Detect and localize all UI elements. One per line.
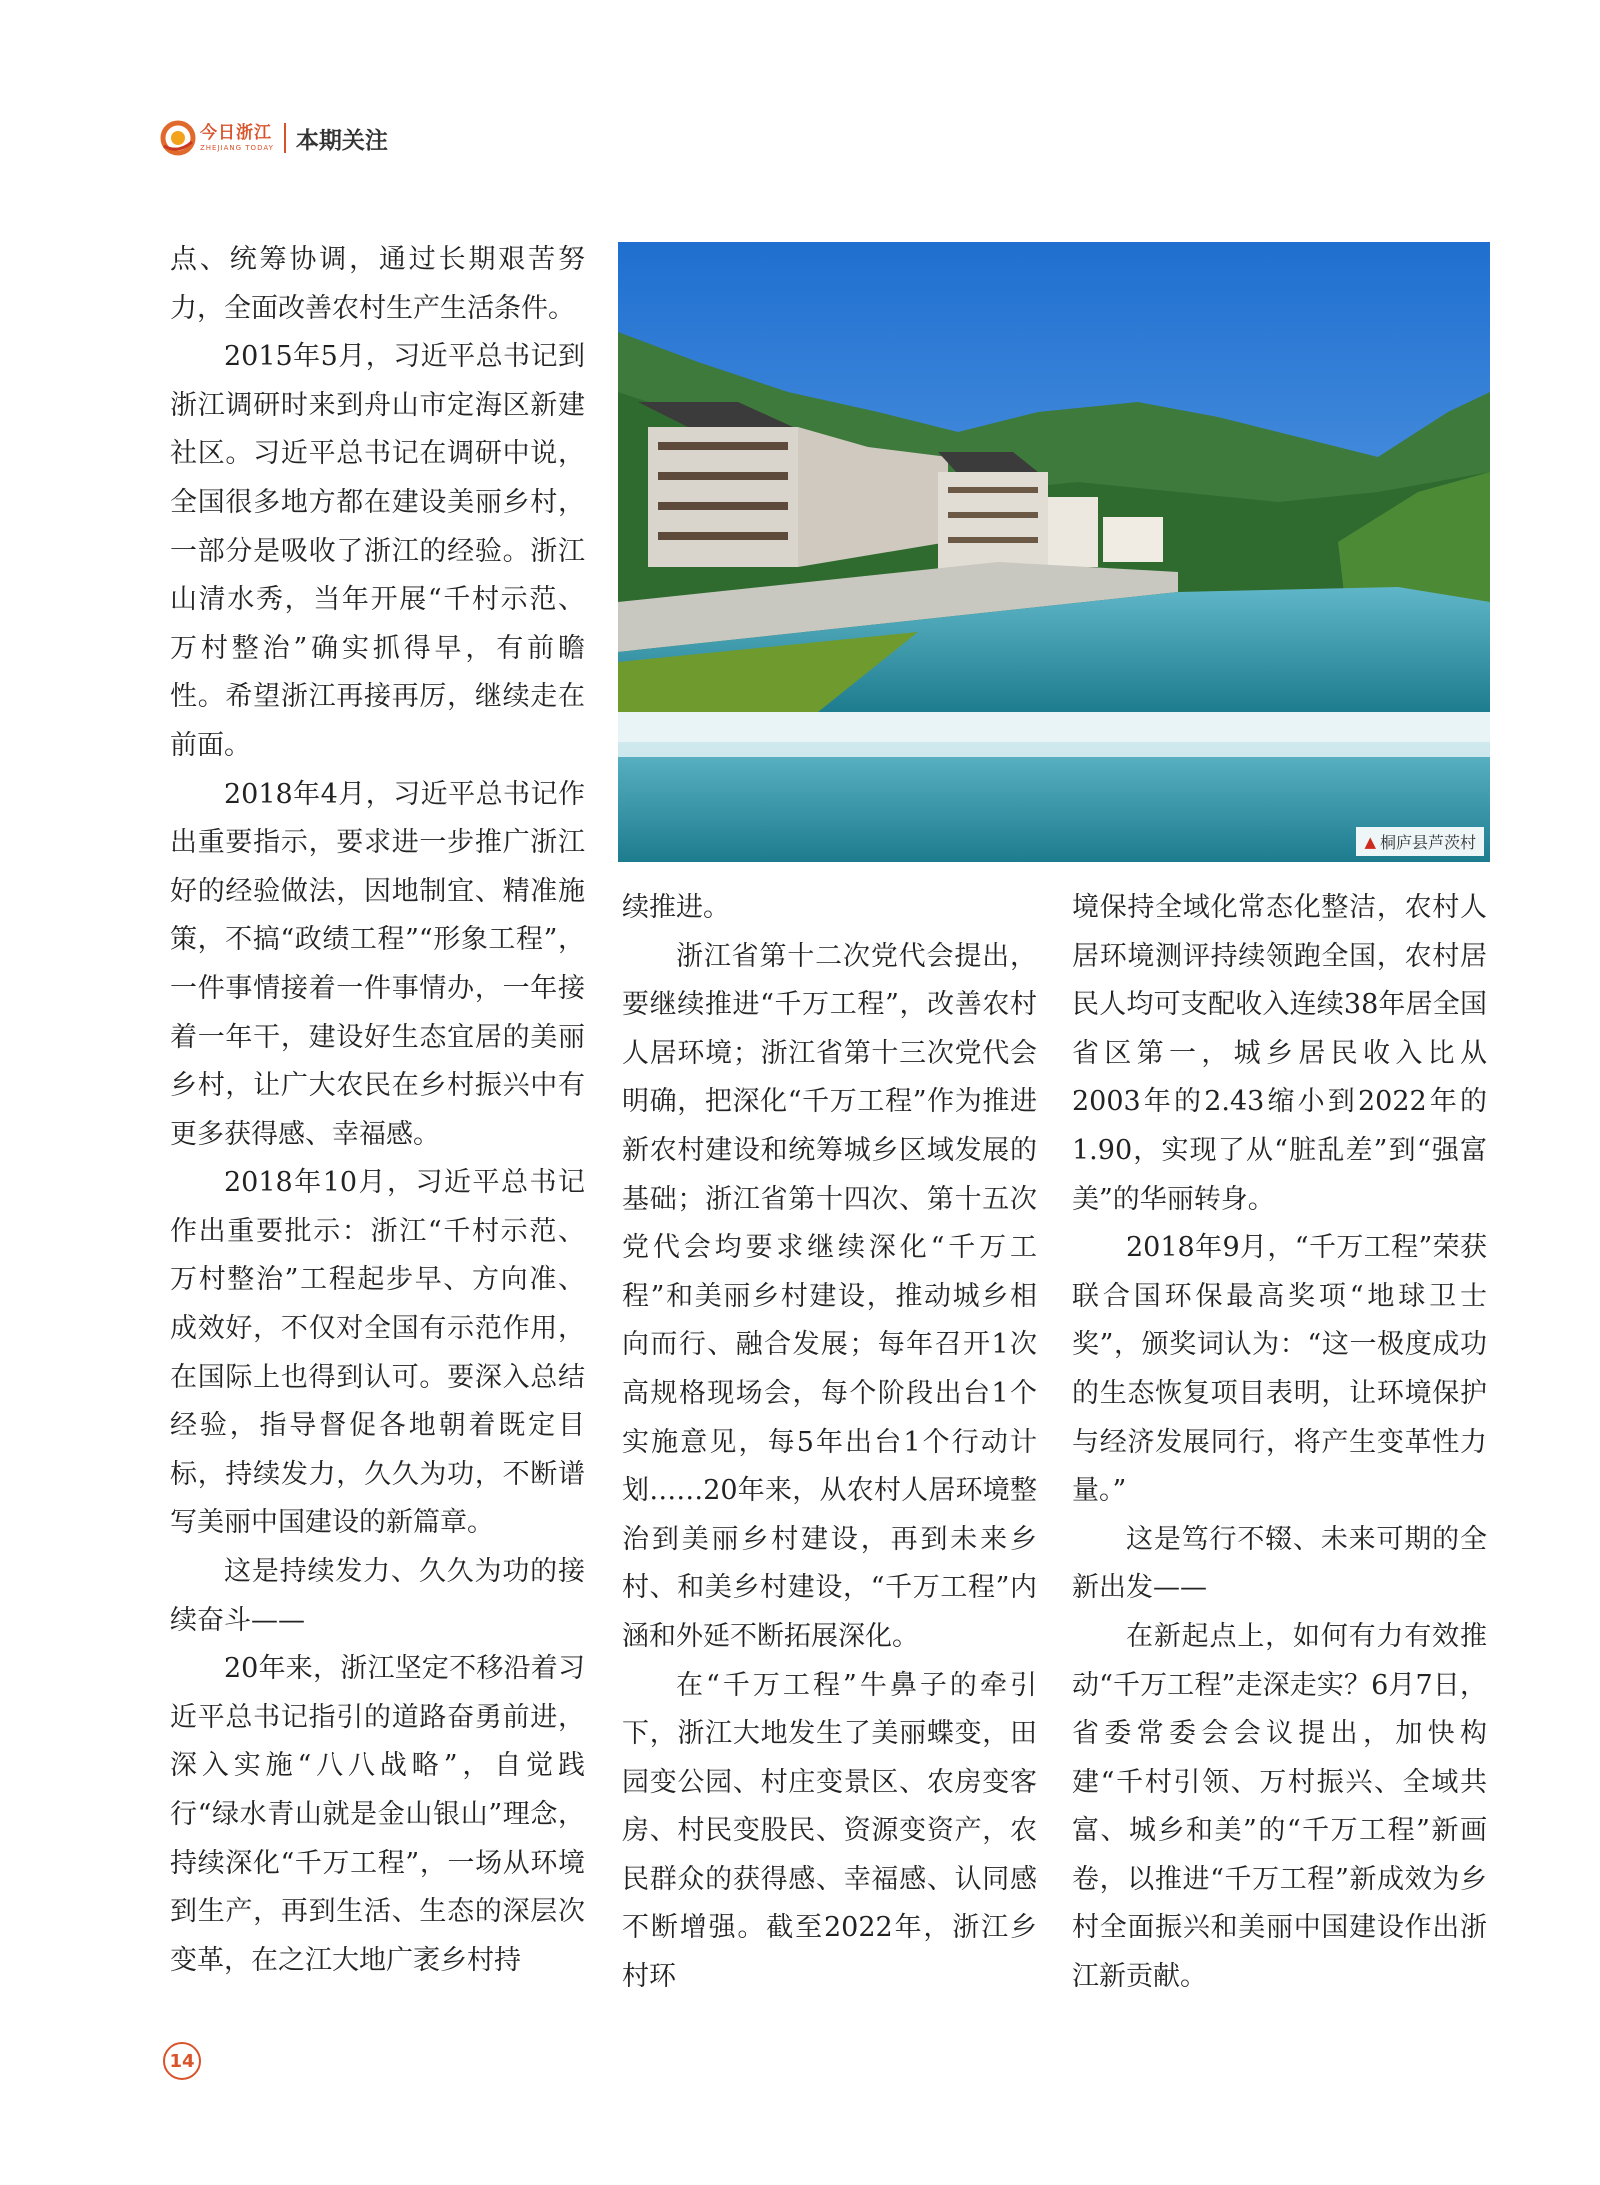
paragraph: 点、统筹协调，通过长期艰苦努力，全面改善农村生产生活条件。 (170, 244, 585, 324)
paragraph: 在“千万工程”牛鼻子的牵引下，浙江大地发生了美丽蝶变，田园变公园、村庄变景区、农房变客房、村民变股民、资源变资产，农民群众的获得感、幸福感、认同感不断增强。截至2022年，浙江乡村环 (622, 1669, 1037, 1993)
paragraph: 2018年4月，习近平总书记作出重要指示，要求进一步推广浙江好的经验做法，因地制宜、精准施策，不搞“政绩工程”“形象工程”，一件事情接着一件事情办，一年接着一年干，建设好生态宜居的美丽乡村，让广大农民在乡村振兴中有更多获得感、幸福感。 (170, 778, 585, 1150)
paragraph: 浙江省第十二次党代会提出，要继续推进“千万工程”，改善农村人居环境；浙江省第十三次党代会明确，把深化“千万工程”作为推进新农村建设和统筹城乡区域发展的基础；浙江省第十四次、第十五次党代会均要求继续深化“千万工程”和美丽乡村建设，推动城乡相向而行、融合发展；每年召开1次高规格现场会，每个阶段出台1个实施意见，每5年出台1个行动计划……20年来，从农村人居环境整治到美丽乡村建设，再到未来乡村、和美乡村建设，“千万工程”内涵和外延不断拓展深化。 (622, 940, 1037, 1652)
header-divider (284, 123, 286, 153)
paragraph: 续推进。 (622, 892, 730, 923)
text-column-1 (170, 236, 585, 1985)
photo-caption (1356, 827, 1484, 856)
paragraph: 2015年5月，习近平总书记到浙江调研时来到舟山市定海区新建社区。习近平总书记在调研中说，全国很多地方都在建设美丽乡村，一部分是吸收了浙江的经验。浙江山清水秀，当年开展“千村示范、万村整治”确实抓得早，有前瞻性。希望浙江再接再厉，继续走在前面。 (170, 341, 585, 761)
caption-text: 桐庐县芦茨村 (1379, 833, 1476, 852)
paragraph: 20年来，浙江坚定不移沿着习近平总书记指引的道路奋勇前进，深入实施“八八战略”，自觉践行“绿水青山就是金山银山”理念，持续深化“千万工程”，一场从环境到生产，再到生活、生态的深层次变革，在之江大地广袤乡村持 (170, 1653, 585, 1976)
caption-marker-icon: ▲ (1364, 832, 1376, 851)
paragraph: 这是持续发力、久久为功的接续奋斗—— (170, 1556, 585, 1636)
text-column-2 (622, 884, 1037, 2002)
magazine-header (160, 118, 388, 158)
village-river-photo (618, 242, 1490, 862)
page-number: 14 (163, 2042, 201, 2080)
paragraph: 2018年10月，习近平总书记作出重要批示：浙江“千村示范、万村整治”工程起步早、方向准、成效好，不仅对全国有示范作用，在国际上也得到认可。要深入总结经验，指导督促各地朝着既定目标，持续发力，久久为功，不断谱写美丽中国建设的新篇章。 (170, 1167, 585, 1539)
photo-illustration (618, 242, 1490, 862)
magazine-logo-icon (160, 120, 196, 156)
paragraph: 这是笃行不辍、未来可期的全新出发—— (1072, 1523, 1487, 1604)
paragraph: 境保持全域化常态化整洁，农村人居环境测评持续领跑全国，农村居民人均可支配收入连续38年居全国省区第一，城乡居民收入比从2003年的2.43缩小到2022年的1.90，实现了从“脏乱差”到“强富美”的华丽转身。 (1072, 892, 1487, 1215)
text-column-3 (1072, 884, 1487, 2002)
logo-english-name: ZHEJIANG TODAY (200, 143, 274, 152)
section-title: 本期关注 (295, 127, 388, 154)
magazine-logo-text (200, 122, 274, 152)
paragraph: 在新起点上，如何有力有效推动“千万工程”走深走实？6月7日，省委常委会会议提出，加快构建“千村引领、万村振兴、全域共富、城乡和美”的“千万工程”新画卷，以推进“千万工程”新成效为乡村全面振兴和美丽中国建设作出浙江新贡献。 (1072, 1620, 1487, 1993)
logo-chinese-name: 今日浙江 (200, 122, 272, 143)
paragraph: 2018年9月，“千万工程”荣获联合国环保最高奖项“地球卫士奖”，颁奖词认为：“这一极度成功的生态恢复项目表明，让环境保护与经济发展同行，将产生变革性力量。” (1072, 1232, 1487, 1507)
